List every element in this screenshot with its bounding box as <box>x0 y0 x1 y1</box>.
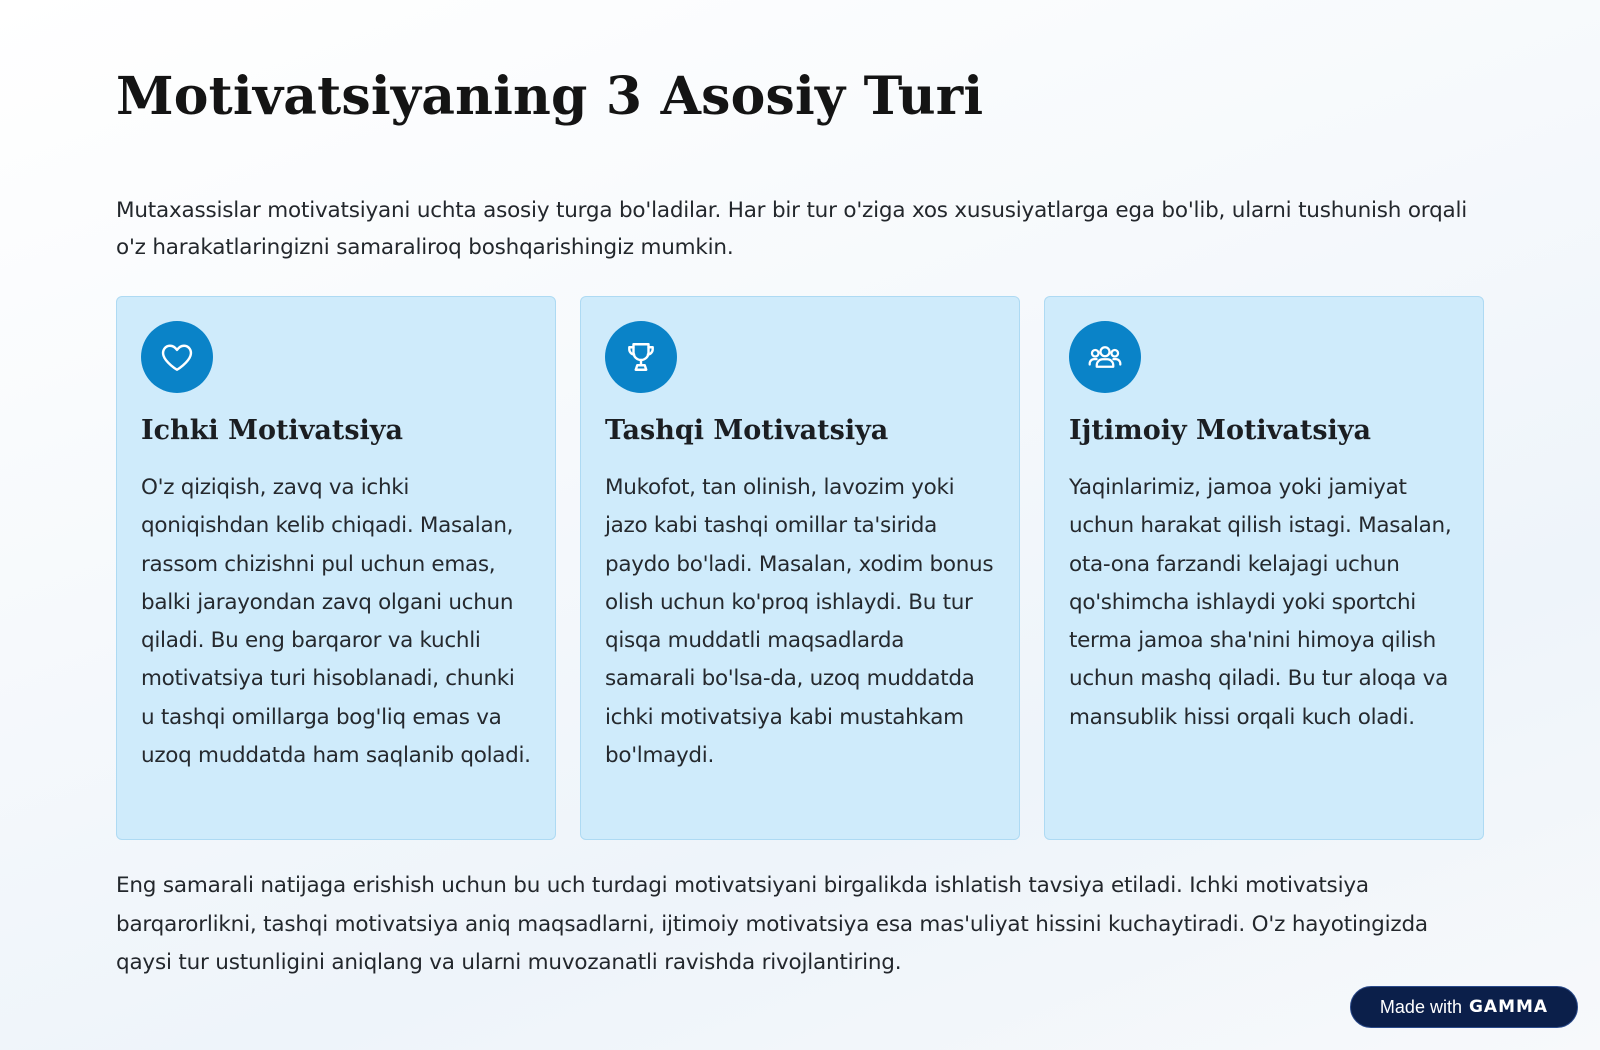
outro-paragraph: Eng samarali natijaga erishish uchun bu uch turdagi motivatsiyani birgalikda ishlatish tavsiya etiladi. Ichki motivatsiya barqarorlikni, tashqi motivatsiya aniq maqsadlarni, ijtimoiy motivatsiya esa mas'uliyat hissini kuchaytiradi. O'z hayotingizda qaysi tur ustunligini aniqlang va ularni muvozanatli ravishda rivojlantiring. <box>116 873 1428 975</box>
card-intrinsic <box>116 296 556 840</box>
page-title: Motivatsiyaning 3 Asosiy Turi <box>116 66 984 127</box>
intro-paragraph: Mutaxassislar motivatsiyani uchta asosiy turga bo'ladilar. Har bir tur o'ziga xos xususiyatlarga ega bo'lib, ularni tushunish orqali o'z harakatlaringizni samaraliroq boshqarishingiz mumkin. <box>116 198 1468 260</box>
card-body: Yaqinlarimiz, jamoa yoki jamiyat uchun harakat qilish istagi. Masalan, ota-ona farzandi kelajagi uchun qo'shimcha ishlaydi yoki sportchi terma jamoa sha'nini himoya qilish uchun mashq qiladi. Bu tur aloqa va mansublik hissi orqali kuch oladi. <box>1069 475 1452 730</box>
card-title: Ijtimoiy Motivatsiya <box>1069 415 1371 446</box>
users-icon <box>1069 321 1141 393</box>
made-with-gamma-badge[interactable] <box>1350 986 1578 1028</box>
card-title: Tashqi Motivatsiya <box>605 415 889 446</box>
card-social <box>1044 296 1484 840</box>
trophy-icon <box>605 321 677 393</box>
card-title: Ichki Motivatsiya <box>141 415 403 446</box>
card-extrinsic <box>580 296 1020 840</box>
card-body: Mukofot, tan olinish, lavozim yoki jazo kabi tashqi omillar ta'sirida paydo bo'ladi. Masalan, xodim bonus olish uchun ko'proq ishlaydi. Bu tur qisqa muddatli maqsadlarda samarali bo'lsa-da, uzoq muddatda ichki motivatsiya kabi mustahkam bo'lmaydi. <box>605 475 994 769</box>
heart-icon <box>141 321 213 393</box>
card-body: O'z qiziqish, zavq va ichki qoniqishdan kelib chiqadi. Masalan, rassom chizishni pul uchun emas, balki jarayondan zavq olgani uchun qiladi. Bu eng barqaror va kuchli motivatsiya turi hisoblanadi, chunki u tashqi omillarga bog'liq emas va uzoq muddatda ham saqlanib qoladi. <box>141 475 531 769</box>
badge-prefix: Made with <box>1379 996 1462 1017</box>
cards-row <box>116 296 1484 842</box>
gamma-logo: GAMMA <box>1468 997 1549 1017</box>
slide <box>116 0 1484 1050</box>
